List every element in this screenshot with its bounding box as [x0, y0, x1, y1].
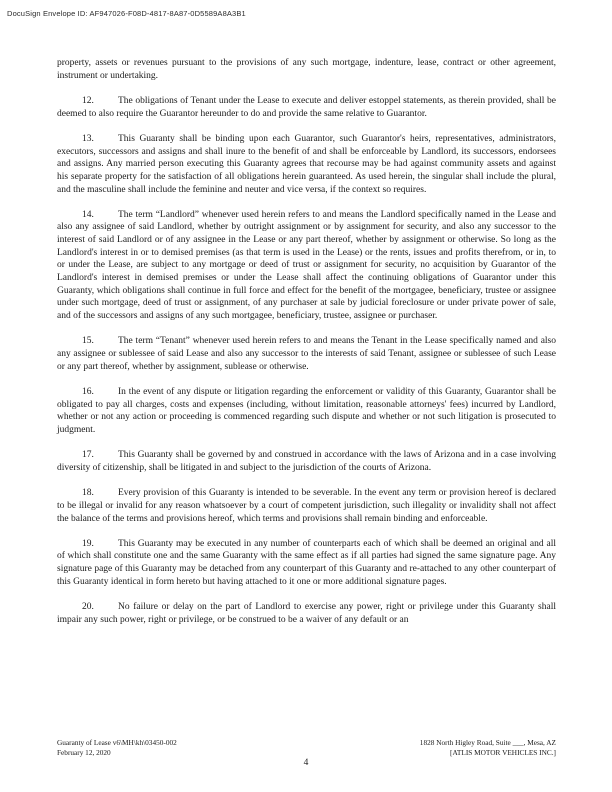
paragraph-15-number: 15.: [82, 336, 94, 347]
paragraph-19: [57, 538, 556, 589]
footer-property-address: 1828 North Higley Road, Suite ___, Mesa, AZ: [419, 738, 556, 747]
paragraph-continuation: property, assets or revenues pursuant to the provisions of any such mortgage, indenture, lease, contract or other agreement, instrument or undertaking.: [57, 58, 556, 81]
paragraph-18: [57, 487, 556, 525]
document-body: [57, 57, 556, 626]
paragraph-16-number: 16.: [82, 386, 94, 397]
paragraph-16: [57, 386, 556, 437]
footer-property-reference: [420, 738, 556, 757]
footer-document-id: Guaranty of Lease v6\MH\kh\03450-002: [57, 738, 177, 747]
footer-company-name: [ATLIS MOTOR VEHICLES INC.]: [450, 747, 556, 757]
paragraph-14-number: 14.: [82, 209, 94, 220]
paragraph-13: [57, 133, 556, 196]
paragraph-12-number: 12.: [82, 95, 94, 106]
paragraph-14: [57, 209, 556, 323]
page-number: 4: [303, 758, 309, 768]
paragraph-20: [57, 601, 556, 626]
paragraph-12: [57, 95, 556, 120]
paragraph-18-text: Every provision of this Guaranty is intended to be severable. In the event any term or provision hereof is declared to be illegal or invalid for any reason whatsoever by a court of competent jurisdiction, such illegality or invalidity shall not affect the balance of the terms and provisions hereof, which terms and provisions shall remain binding and enforceable.: [57, 488, 556, 524]
paragraph-18-number: 18.: [82, 488, 94, 499]
paragraph-17-number: 17.: [82, 450, 94, 461]
footer-document-reference: [57, 738, 177, 757]
paragraph-13-number: 13.: [82, 133, 94, 144]
footer-document-date: February 12, 2020: [57, 747, 111, 757]
paragraph-15-text: The term “Tenant” whenever used herein refers to and means the Tenant in the Lease specifically named and also any assignee or sublessee of said Lease and also any successor to the interests of said Tenant, assignee or sublessee of such Lease or any part thereof, whether by assignment, sublease or otherwise.: [57, 336, 556, 372]
paragraph-20-number: 20.: [82, 602, 94, 613]
paragraph-14-text: The term “Landlord” whenever used herein refers to and means the Landlord specifically named in the Lease and also any assignee of said Landlord, whether by outright assignment or by assignment for security, and also any successor to the interest of said Landlord or of any assignee in the Lease or any part thereof, whether by assignment or otherwise. So long as the Landlord's interest in or to demised premises (as that term is used in the Lease) or the rents, issues and profits therefrom, or in, to or under the Lease, are subject to any mortgage or deed of trust or assignment for security, no acquisition by Guarantor of the Landlord's interest in demised premises or under the Lease shall affect the continuing obligations of Guarantor under this Guaranty, which obligations shall continue in full force and effect for the benefit of the mortgagee, beneficiary, trustee or assignee under such mortgage, deed of trust or assignment, of any purchaser at sale by judicial foreclosure or under private power of sale, and of the successors and assigns of any such mortgagee, beneficiary, trustee, assignee or purchaser.: [57, 209, 556, 322]
docusign-envelope-id: DocuSign Envelope ID: AF947026-F08D-4817-8A87-0D5589A8A3B1: [7, 9, 246, 18]
paragraph-19-number: 19.: [82, 538, 94, 549]
paragraph-16-text: In the event of any dispute or litigation regarding the enforcement or validity of this Guaranty, Guarantor shall be obligated to pay all charges, costs and expenses (including, without limitation, reasonable attorneys' fees) incurred by Landlord, whether or not any action or proceeding is commenced regarding such dispute and whether or not such litigation is prosecuted to judgment.: [57, 386, 556, 435]
paragraph-12-text: The obligations of Tenant under the Lease to execute and deliver estoppel statements, as therein provided, shall be deemed to also require the Guarantor hereunder to do and provide the same relative to Guarantor.: [57, 95, 556, 119]
paragraph-17-text: This Guaranty shall be governed by and construed in accordance with the laws of Arizona and in a case involving diversity of citizenship, shall be litigated in and subject to the jurisdiction of the courts of Arizona.: [57, 450, 556, 473]
paragraph-13-text: This Guaranty shall be binding upon each Guarantor, such Guarantor's heirs, representatives, administrators, executors, successors and assigns and shall inure to the benefit of and shall be enforceable by Landlord, its successors, endorsees and assigns. Any married person executing this Guaranty agrees that recourse may be had against community assets and against his separate property for the satisfaction of all obligations herein guaranteed. As used herein, the singular shall include the plural, and the masculine shall include the feminine and neuter and vice versa, if the context so requires.: [57, 133, 556, 195]
paragraph-20-text: No failure or delay on the part of Landlord to exercise any power, right or privilege under this Guaranty shall impair any such power, right or privilege, or be construed to be a waiver of any default or an: [57, 602, 556, 625]
paragraph-19-text: This Guaranty may be executed in any number of counterparts each of which shall be deemed an original and all of which shall constitute one and the same Guaranty with the same effect as if all parties had signed the same signature page. Any signature page of this Guaranty may be detached from any counterpart of this Guaranty and re-attached to any other counterpart of this Guaranty identical in form hereto but having attached to it one or more additional signature pages.: [57, 538, 556, 587]
paragraph-15: [57, 335, 556, 373]
paragraph-17: [57, 449, 556, 474]
